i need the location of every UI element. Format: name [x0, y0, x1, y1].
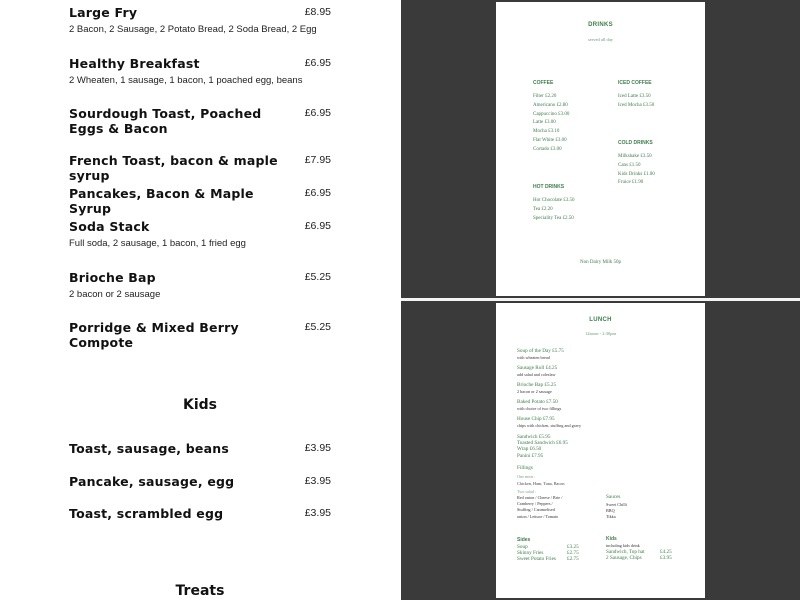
drink-line: Flat White £3.00: [533, 137, 567, 143]
lunch-kids-prices: [660, 549, 672, 561]
drink-line: Iced Latte £3.50: [618, 94, 651, 99]
coffee-heading: COFFEE: [533, 80, 554, 86]
item-description: 2 bacon or 2 sausage: [69, 289, 161, 300]
item-name: Porridge & Mixed Berry Compote: [69, 320, 239, 350]
menu-item: [69, 5, 331, 35]
sauce-line: BBQ: [606, 508, 615, 514]
section-title-treats: Treats: [175, 583, 225, 599]
lunch-item: Brioche Bap £5.25: [517, 382, 557, 388]
hot-drinks-list: [533, 197, 575, 223]
lunch-item-desc: with wheaten bread: [517, 355, 550, 360]
item-price: £3.95: [304, 475, 331, 487]
drink-line: Fruice £1.90: [618, 180, 644, 186]
item-price: £5.25: [304, 271, 331, 283]
cold-drinks-list: [618, 153, 655, 188]
lunch-item-desc: add salad and coleslaw: [517, 372, 556, 377]
item-name: Healthy Breakfast: [69, 56, 200, 71]
item-description: 2 Bacon, 2 Sausage, 2 Potato Bread, 2 Soda Bread, 2 Egg: [69, 24, 317, 35]
page-thumbnails-panel[interactable]: [401, 0, 800, 600]
menu-item: [69, 186, 331, 216]
lunch-page-subtitle: 12noon - 2:30pm: [585, 331, 616, 336]
sauces-heading: Sauces: [606, 494, 621, 500]
drink-line: Cans £1.50: [618, 162, 641, 168]
two-salad-label: Two salad :: [517, 489, 537, 494]
drink-line: Kids Drinks £1.00: [618, 171, 655, 177]
sauce-line: Tikka: [606, 514, 616, 520]
item-price: £8.95: [304, 6, 331, 18]
item-price: £6.95: [304, 107, 331, 119]
kids-item-price: £4.25: [660, 549, 672, 555]
lunch-item: Sausage Roll £4.25: [517, 365, 558, 371]
sides-prices: [567, 544, 579, 563]
drink-line: Filter £2.20: [533, 94, 557, 99]
menu-item: [69, 56, 331, 86]
page-divider: [401, 298, 800, 301]
section-title-kids: Kids: [182, 397, 217, 413]
lunch-kids-list: [606, 549, 645, 561]
menu-item: [69, 441, 331, 456]
lunch-item: Soup of the Day £5.75: [517, 348, 564, 354]
side-price: £2.75: [567, 556, 579, 563]
drink-line: Americano £2.80: [533, 102, 568, 108]
lunch-item-desc: 2 bacon or 2 sausage: [517, 389, 552, 394]
item-description: Full soda, 2 sausage, 1 bacon, 1 fried egg: [69, 238, 246, 249]
drink-line: Hot Chocolate £3.50: [533, 198, 575, 203]
menu-item: [69, 320, 331, 350]
side-price: £2.75: [567, 550, 579, 557]
item-name: Brioche Bap: [69, 270, 156, 285]
item-name: Pancake, sausage, egg: [69, 474, 235, 489]
drink-line: Tea £2.20: [533, 206, 553, 212]
item-price: £6.95: [304, 187, 331, 199]
menu-item: [69, 506, 331, 521]
lunch-item: Wrap £6.50: [517, 446, 542, 453]
menu-item: [69, 106, 331, 136]
drink-line: Milkshake £3.50: [618, 154, 652, 159]
item-price: £3.95: [304, 507, 331, 519]
menu-item: [69, 474, 331, 489]
item-price: £6.95: [304, 220, 331, 232]
drink-line: Iced Mocha £3.50: [618, 102, 655, 108]
sides-list: [517, 544, 556, 563]
lunch-item: Baked Potato £7.50: [517, 399, 558, 405]
menu-item: [69, 270, 331, 300]
page-thumbnail-lunch[interactable]: [496, 303, 705, 598]
iced-coffee-heading: ICED COFFEE: [618, 80, 652, 86]
salad-line: onion / Lettuce / Tomato: [517, 513, 559, 519]
kids-item-name: Sandwich, Top hat: [606, 549, 645, 555]
salad-options: [517, 495, 562, 520]
cold-drinks-heading: COLD DRINKS: [618, 140, 653, 146]
drink-line: Latte £3.00: [533, 120, 556, 126]
salad-line: Cranberry / Peppers /: [517, 501, 553, 507]
non-dairy-note: Non Dairy Milk 50p: [580, 260, 621, 265]
drink-line: Cappuccino £3.00: [533, 111, 570, 117]
lunch-item: Sandwich £5.95: [517, 434, 551, 440]
page-thumbnail-drinks[interactable]: [496, 2, 705, 296]
lunch-page-title: LUNCH: [589, 317, 612, 323]
side-name: Soup: [517, 544, 528, 550]
item-price: £3.95: [304, 442, 331, 454]
salad-line: Red onion / Cheese / Brie /: [517, 495, 563, 500]
lunch-item-desc: chips with chicken, stuffing and gravy: [517, 423, 582, 428]
item-name: French Toast, bacon & maple syrup: [69, 153, 278, 183]
lunch-item-desc: with choice of two fillings: [517, 406, 562, 411]
item-name: Sourdough Toast, Poached Eggs & Bacon: [69, 106, 262, 136]
side-name: Skinny Fries: [517, 550, 544, 557]
item-name: Soda Stack: [69, 219, 150, 234]
sandwich-list: [517, 434, 568, 459]
item-description: 2 Wheaten, 1 sausage, 1 bacon, 1 poached egg, beans: [69, 75, 303, 86]
item-name: Toast, sausage, beans: [69, 441, 229, 456]
sauce-line: Sweet Chilli: [606, 502, 627, 507]
meat-options: Chicken, Ham, Tuna, Bacon: [517, 481, 565, 486]
item-price: £7.95: [304, 154, 331, 166]
menu-item: [69, 219, 331, 249]
sauce-list: [606, 502, 627, 521]
one-meat-label: One meat :: [517, 474, 536, 479]
fillings-heading: Fillings: [517, 465, 533, 471]
side-price: £3.25: [567, 544, 579, 550]
item-price: £5.25: [304, 321, 331, 333]
item-name: Toast, scrambled egg: [69, 506, 224, 521]
lunch-kids-note: including kids drink: [606, 543, 640, 548]
iced-coffee-list: [618, 93, 654, 111]
lunch-item: House Chip £7.95: [517, 416, 555, 422]
drink-line: Mocha £3.10: [533, 129, 560, 135]
side-name: Sweet Potato Fries: [517, 556, 556, 563]
drink-line: Cortado £3.00: [533, 146, 562, 152]
drinks-page-subtitle: served all day: [588, 37, 613, 42]
lunch-item: Panini £7.95: [517, 452, 544, 459]
kids-item-name: 2 Sausage, Chips: [606, 555, 642, 562]
item-name: Pancakes, Bacon & Maple Syrup: [69, 186, 254, 216]
sides-heading: Sides: [517, 537, 531, 543]
coffee-list: [533, 93, 569, 155]
item-name: Large Fry: [69, 5, 138, 20]
hot-drinks-heading: HOT DRINKS: [533, 184, 565, 190]
lunch-kids-heading: Kids: [606, 536, 617, 542]
drinks-page-title: DRINKS: [588, 22, 613, 28]
item-price: £6.95: [304, 57, 331, 69]
kids-item-price: £3.95: [660, 555, 672, 562]
salad-line: Stuffing / Caramelised: [517, 507, 555, 513]
menu-item: [69, 153, 331, 183]
lunch-item: Toasted Sandwich £6.95: [517, 440, 568, 447]
drink-line: Speciality Tea £2.50: [533, 215, 574, 221]
